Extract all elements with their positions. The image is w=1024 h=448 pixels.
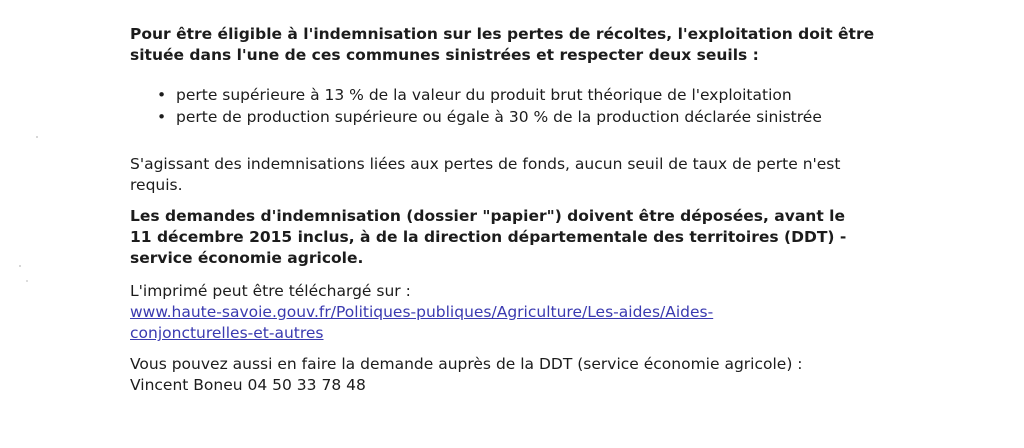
- contact-line-1: Vous pouvez aussi en faire la demande auprès de la DDT (service économie agricole) :: [130, 355, 803, 373]
- contact-line-2: Vincent Boneu 04 50 33 78 48: [130, 376, 366, 394]
- bullet-icon: •: [157, 108, 167, 126]
- download-label: L'imprimé peut être téléchargé sur :: [130, 282, 411, 300]
- download-link[interactable]: [130, 303, 713, 342]
- list-item: [130, 84, 920, 106]
- download-link-line-1: www.haute-savoie.gouv.fr/Politiques-publiques/Agriculture/Les-aides/Aides-: [130, 303, 714, 321]
- fonds-paragraph: [130, 154, 920, 196]
- fonds-line-1: S'agissant des indemnisations liées aux pertes de fonds, aucun seuil de taux de perte n'est: [130, 155, 841, 173]
- list-item-text: perte de production supérieure ou égale à 30 % de la production déclarée sinistrée: [176, 108, 822, 126]
- list-item: [130, 106, 920, 128]
- contact-paragraph: [130, 354, 920, 396]
- download-paragraph: [130, 281, 920, 344]
- download-link-line-2: conjoncturelles-et-autres: [130, 324, 324, 342]
- list-item-text: perte supérieure à 13 % de la valeur du produit brut théorique de l'exploitation: [176, 86, 792, 104]
- fonds-line-2: requis.: [130, 176, 183, 194]
- eligibility-line-2: située dans l'une de ces communes sinistrées et respecter deux seuils :: [130, 46, 759, 64]
- deadline-line-1: Les demandes d'indemnisation (dossier "papier") doivent être déposées, avant le: [130, 207, 845, 225]
- bullet-icon: •: [157, 86, 167, 104]
- threshold-list: [130, 84, 920, 128]
- deadline-line-3: service économie agricole.: [130, 249, 364, 267]
- document-body: [130, 24, 920, 396]
- scan-specks: [0, 0, 60, 448]
- eligibility-paragraph: [130, 24, 920, 66]
- eligibility-line-1: Pour être éligible à l'indemnisation sur les pertes de récoltes, l'exploitation doit être: [130, 25, 875, 43]
- deadline-line-2: 11 décembre 2015 inclus, à de la direction départementale des territoires (DDT) -: [130, 228, 847, 246]
- deadline-paragraph: [130, 206, 920, 269]
